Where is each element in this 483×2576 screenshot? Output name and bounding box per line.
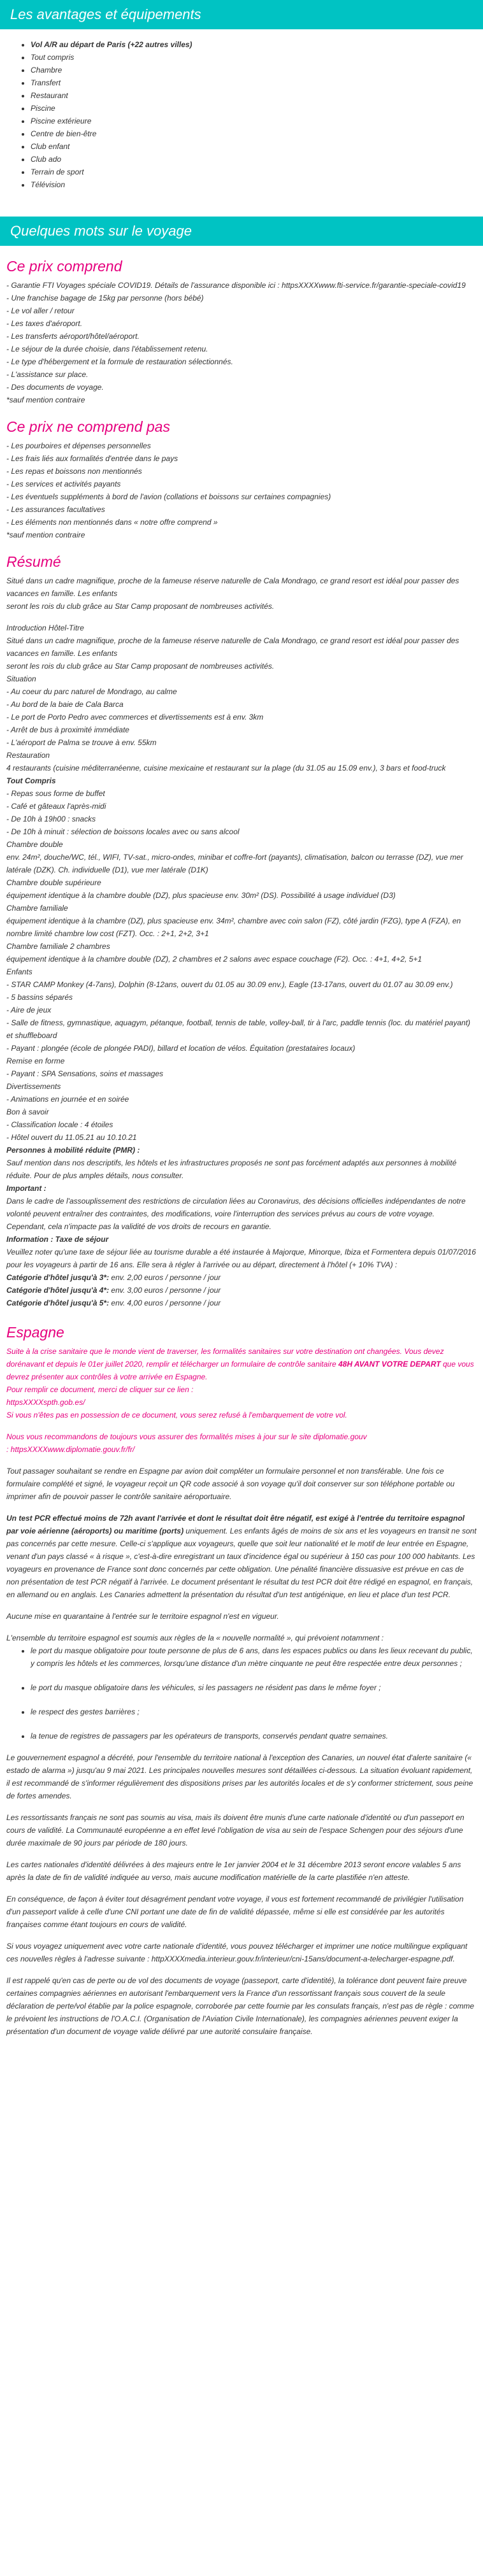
ne-comprend-line: - Les services et activités payants (6, 480, 121, 488)
avantages-section (0, 38, 483, 191)
espagne-paragraph-normalite: L'ensemble du territoire espagnol est soumis aux règles de la « nouvelle normalité », qui prévoient notamment : (6, 1633, 384, 1642)
espagne-paragraph-formulaire: Tout passager souhaitant se rendre en Espagne par avion doit compléter un formulaire personnel et non transférable. Une fois ce formulaire complété et signé, le voyageur reçoit un QR code associé à son voyage qu'il doit conserver sur son téléphone portable ou imprimer afin de pouvoir passer le contrôle sanitaire aéroportuaire. (6, 1467, 455, 1501)
voyage-heading: Quelques mots sur le voyage (0, 217, 483, 246)
voyage-section (0, 257, 483, 2038)
comprend-list (6, 279, 477, 406)
feature-item: • Piscine extérieure (31, 115, 477, 127)
alert-text: Suite à la crise sanitaire que le monde vient de traverser, les formalités sanitaires sur votre destination ont changées. Vous devez dorénavant et depuis le 01er juillet 2020, remplir et télécharger un formulaire de contrôle sanitaire (6, 1347, 444, 1369)
espagne-alert (6, 1345, 477, 1421)
ne-comprend-line: *sauf mention contraire (6, 530, 85, 539)
taxe-value: env. 3,00 euros / personne / jour (109, 1286, 221, 1295)
resume-detail-line: Sauf mention dans nos descriptifs, les hôtels et les infrastructures proposés ne sont pas forcément adaptés aux personnes à mobilité réduite. Pour de plus amples détails, nous consulter. (6, 1158, 457, 1180)
ne-comprend-line: - Les repas et boissons non mentionnés (6, 467, 142, 476)
resume-detail-line: - Le port de Porto Pedro avec commerces et divertissements est à env. 3km (6, 713, 264, 722)
resume-detail-line: Chambre familiale (6, 904, 68, 913)
espagne-paragraph-notice: Si vous voyagez uniquement avec votre carte nationale d'identité, vous pouvez télécharger et imprimer une notice multilingue expliquant ces nouvelles règles à l'adresse suivante : httpXXXXmedia.interieur.gouv.fr/interieur/cni-15ans/document-a-telecharger-espagne.pdf. (6, 1942, 468, 1963)
avantages-heading: Les avantages et équipements (0, 0, 483, 29)
espagne-title: Espagne (6, 1324, 64, 1341)
taxe-label: Catégorie d'hôtel jusqu'à 3*: (6, 1273, 110, 1282)
feature-item: • Transfert (31, 76, 477, 89)
resume-detail-line: Situation (6, 674, 36, 683)
comprend-title: Ce prix comprend (6, 258, 122, 274)
resume-detail-line: Chambre double supérieure (6, 878, 101, 887)
resume-detail-line: - STAR CAMP Monkey (4-7ans), Dolphin (8-12ans, ouvert du 01.05 au 30.09 env.), Eagle (13-17ans, ouvert du 01.07 au 30.09 env.) (6, 980, 453, 989)
espagne-paragraph-cni: Les cartes nationales d'identité délivrées à des majeurs entre le 1er janvier 2004 et le 31 décembre 2013 seront encore valables 5 ans après la date de fin de validité indiquée au verso, mais aucune modification matérielle de la carte plastifiée n'en atteste. (6, 1860, 461, 1882)
resume-detail-line: équipement identique à la chambre double (DZ), 2 chambres et 2 salons avec espace couchage (F2). Occ. : 4+1, 4+2, 5+1 (6, 955, 422, 964)
comprend-line: - Les taxes d'aéroport. (6, 319, 83, 328)
resume-intro-line: seront les rois du club grâce au Star Camp proposant de nombreuses activités. (6, 602, 275, 611)
espagne-paragraph-visa: Les ressortissants français ne sont pas soumis au visa, mais ils doivent être munis d'une carte nationale d'identité ou d'un passeport en cours de validité. La Communauté européenne a en effet levé l'obligation de visa au sein de l'espace Schengen pour des séjours d'une durée maximale de 90 jours par période de 180 jours. (6, 1813, 465, 1847)
espagne-alert-line (6, 1409, 477, 1421)
resume-detail-line: - Hôtel ouvert du 11.05.21 au 10.10.21 (6, 1133, 137, 1142)
resume-detail-line: Veuillez noter qu'une taxe de séjour liée au tourisme durable a été instaurée à Majorque, Minorque, Ibiza et Formentera depuis 01/07/2016 pour les voyageurs à partir de 16 ans. Elle sera à régler à l'arrivée ou au départ, directement à l'hôtel (+ 10% TVA) : (6, 1248, 476, 1269)
resume-detail-line: Enfants (6, 967, 32, 976)
resume-detail-line: équipement identique à la chambre double (DZ), plus spacieuse env. 30m² (DS). Possibilité à usage individuel (D3) (6, 891, 396, 900)
resume-detail-line: - Arrêt de bus à proximité immédiate (6, 725, 129, 734)
alert-text-after: que vous devrez présenter aux contrôles à votre arrivée en Espagne. (6, 1360, 474, 1381)
resume-detail-line: seront les rois du club grâce au Star Camp proposant de nombreuses activités. (6, 662, 275, 671)
resume-detail-line: Bon à savoir (6, 1107, 49, 1116)
resume-detail-line: - Classification locale : 4 étoiles (6, 1120, 113, 1129)
feature-item: • Club ado (31, 153, 477, 166)
alert-bold: 48H AVANT VOTRE DEPART (338, 1360, 441, 1369)
resume-title: Résumé (6, 553, 61, 570)
ne-comprend-line: - Les frais liés aux formalités d'entrée dans le pays (6, 454, 178, 463)
resume-detail-line: - De 10h à 19h00 : snacks (6, 815, 96, 823)
resume-detail-line: - Repas sous forme de buffet (6, 789, 105, 798)
espagne-advice-line: Nous vous recommandons de toujours vous assurer des formalités mises à jour sur le site diplomatie.gouv (6, 1432, 367, 1441)
comprend-line: - Une franchise bagage de 15kg par personne (hors bébé) (6, 294, 204, 302)
espagne-alert-line (6, 1383, 477, 1396)
espagne-advice-line: : httpsXXXXwww.diplomatie.gouv.fr/fr/ (6, 1445, 135, 1454)
resume-detail-line: - Aire de jeux (6, 1006, 52, 1014)
resume-detail-line: - Salle de fitness, gymnastique, aquagym, pétanque, football, tennis de table, volley-ball, tir à l'arc, paddle tennis (loc. du matériel payant) et shuffleboard (6, 1018, 471, 1040)
espagne-advice (6, 1430, 477, 1456)
resume-detail-line: Information : Taxe de séjour (6, 1235, 109, 1244)
resume-detail-line: Dans le cadre de l'assouplissement des restrictions de circulation liées au Coronavirus, des décisions officielles indépendantes de notre volonté peuvent entraîner des contraintes, des modifications, voire l'interruption des services prévus au cours de votre voyage. (6, 1197, 466, 1218)
resume-detail-line: Chambre familiale 2 chambres (6, 942, 110, 951)
espagne-bullet: • le port du masque obligatoire dans les véhicules, si les passagers ne résident pas dans le même foyer ; (31, 1681, 477, 1694)
comprend-line: - Des documents de voyage. (6, 383, 104, 392)
resume-detail-line: Cependant, cela n'impacte pas la validité de vos droits de recours en garantie. (6, 1222, 271, 1231)
ne-comprend-line: - Les éléments non mentionnés dans « notre offre comprend » (6, 518, 218, 527)
taxe-row (6, 1271, 477, 1284)
feature-item: • Terrain de sport (31, 166, 477, 178)
pcr-rest: uniquement. Les enfants âgés de moins de six ans et les voyageurs en transit ne sont pas concernés par cette mesure. Celle-ci s'applique aux voyageurs, quelle que soit leur nationalité et le motif de leur entrée en Espagne, venant d'un pays classé « à risque », c'est-à-dire enregistrant un taux d'incidence égal ou supérieur à 150 cas pour 100 000 habitants. Les voyageurs en provenance de France sont donc concernés par cette obligation. Une pénalité financière dissuasive est prévue en cas de non présentation de test PCR négatif à l'arrivée. Le document présentant le résultat du test PCR doit être rédigé en espagnol, en français, en allemand ou en anglais. Les Canaries admettent la présentation du résultat d'un test antigénique, en lieu et place d'un test PCR. (6, 1526, 477, 1599)
resume-detail-line: Divertissements (6, 1082, 61, 1091)
resume-detail-line: - L'aéroport de Palma se trouve à env. 55km (6, 738, 157, 747)
resume-detail-line: - Au bord de la baie de Cala Barca (6, 700, 124, 709)
features-list (6, 38, 477, 191)
resume-detail-line: 4 restaurants (cuisine méditerranéenne, cuisine mexicaine et restaurant sur la plage (du 31.05 au 15.09 env.), 3 bars et food-truck (6, 764, 446, 772)
resume-detail-line: équipement identique à la chambre (DZ), plus spacieuse env. 34m², chambre avec coin salon (FZ), côté jardin (FZG), type A (FZA), en nombre limité chambre low cost (FZT). Occ. : 2+1, 2+2, 3+1 (6, 916, 461, 938)
resume-detail-line: Situé dans un cadre magnifique, proche de la fameuse réserve naturelle de Cala Mondrago, ce grand resort est idéal pour passer des vacances en famille. Les enfants (6, 636, 459, 658)
resume-detail-line: Remise en forme (6, 1057, 65, 1065)
resume-detail-line: - Payant : SPA Sensations, soins et massages (6, 1069, 164, 1078)
taxe-row (6, 1284, 477, 1297)
resume-detail-line: - De 10h à minuit : sélection de boissons locales avec ou sans alcool (6, 827, 240, 836)
comprend-line: - Le vol aller / retour (6, 306, 75, 315)
espagne-bullet: • le port du masque obligatoire pour toute personne de plus de 6 ans, dans les espaces publics ou dans les lieux recevant du public, y compris les hôtels et les commerces, lorsqu'une distance d'un mètre cinquante ne peut être respectée entre deux personnes ; (31, 1644, 477, 1670)
espagne-paragraph-passeport: En conséquence, de façon à éviter tout désagrément pendant votre voyage, il vous est fortement recommandé de privilégier l'utilisation d'un passeport valide à celle d'une CNI portant une date de fin de validité dépassée, même si elle est considérée par les autorités françaises comme étant toujours en cours de validité. (6, 1895, 464, 1929)
feature-item: • Centre de bien-être (31, 127, 477, 140)
espagne-paragraph-pcr (6, 1512, 477, 1601)
feature-item: • Vol A/R au départ de Paris (+22 autres villes) (31, 38, 477, 51)
resume-detail-line: Tout Compris (6, 776, 56, 785)
feature-item: • Télévision (31, 178, 477, 191)
comprend-line: *sauf mention contraire (6, 395, 85, 404)
ne-comprend-line: - Les éventuels suppléments à bord de l'avion (collations et boissons sur certaines compagnies) (6, 492, 331, 501)
taxe-row (6, 1297, 477, 1309)
alert-text: Si vous n'êtes pas en possession de ce document, vous serez refusé à l'embarquement de votre vol. (6, 1411, 347, 1420)
espagne-paragraph-quarantaine: Aucune mise en quarantaine à l'entrée sur le territoire espagnol n'est en vigueur. (6, 1612, 279, 1621)
resume-detail-line: Introduction Hôtel-Titre (6, 623, 84, 632)
resume-detail-line: env. 24m², douche/WC, tél., WIFI, TV-sat., micro-ondes, minibar et coffre-fort (payants), climatisation, balcon ou terrasse (DZ), vue mer latérale (DZK). Ch. individuelle (D1), vue mer latérale (D1K) (6, 853, 463, 874)
alert-text: Pour remplir ce document, merci de cliquer sur ce lien : (6, 1385, 194, 1394)
resume-detail-line: - Au coeur du parc naturel de Mondrago, au calme (6, 687, 177, 696)
ne-comprend-title: Ce prix ne comprend pas (6, 418, 170, 435)
resume-detail-line: Important : (6, 1184, 47, 1193)
alert-text: httpsXXXXspth.gob.es/ (6, 1398, 85, 1407)
comprend-line: - Le type d'hébergement et la formule de restauration sélectionnés. (6, 357, 233, 366)
feature-item: • Tout compris (31, 51, 477, 64)
feature-item: • Piscine (31, 102, 477, 115)
resume-detail-line: Restauration (6, 751, 50, 760)
comprend-line: - Garantie FTI Voyages spéciale COVID19. Détails de l'assurance disponible ici : httpsXXXXwww.fti-service.fr/garantie-speciale-covid19 (6, 281, 466, 290)
espagne-bullets (6, 1644, 477, 1742)
feature-item: • Club enfant (31, 140, 477, 153)
resume-detail-line: - Payant : plongée (école de plongée PADI), billard et location de vélos. Équitation (prestataires locaux) (6, 1044, 356, 1053)
taxe-value: env. 4,00 euros / personne / jour (109, 1299, 221, 1307)
taxe-sejour-list (6, 1271, 477, 1309)
espagne-bullet: • le respect des gestes barrières ; (31, 1705, 477, 1718)
resume-detail-line: Personnes à mobilité réduite (PMR) : (6, 1146, 140, 1155)
taxe-label: Catégorie d'hôtel jusqu'à 5*: (6, 1299, 110, 1307)
resume-detail-line: Chambre double (6, 840, 63, 849)
taxe-value: env. 2,00 euros / personne / jour (109, 1273, 221, 1282)
comprend-line: - Les transferts aéroport/hôtel/aéroport. (6, 332, 140, 341)
comprend-line: - Le séjour de la durée choisie, dans l'établissement retenu. (6, 345, 208, 353)
resume-detail-line: - 5 bassins séparés (6, 993, 73, 1002)
resume-detail-line: - Café et gâteaux l'après-midi (6, 802, 106, 811)
resume-details (6, 622, 477, 1271)
feature-item: • Chambre (31, 64, 477, 76)
pcr-bold: Un test PCR effectué moins de 72h avant l'arrivée et dont le résultat doit être négatif, est exigé à l'entrée du territoire espagnol par voie aérienne (aéroports) ou maritime (ports) (6, 1514, 465, 1535)
espagne-paragraph-perte: Il est rappelé qu'en cas de perte ou de vol des documents de voyage (passeport, carte d'identité), la tolérance dont peuvent faire preuve certaines compagnies aériennes en autorisant l'embarquement vers la France d'un ressortissant français sous couvert de la seule déclaration de perte/vol établie par la police espagnole, corroborée par cette fournie par les consulats français, n'est pas de règle : comme le prévoient les instructions de l'O.A.C.I. (Organisation de l'Aviation Civile Internationale), les compagnies aériennes peuvent exiger la présentation d'un document de voyage valide délivré par une autorité consulaire française. (6, 1976, 475, 2036)
taxe-label: Catégorie d'hôtel jusqu'à 4*: (6, 1286, 110, 1295)
espagne-alert-line (6, 1345, 477, 1383)
ne-comprend-line: - Les pourboires et dépenses personnelles (6, 441, 151, 450)
resume-intro-line: Situé dans un cadre magnifique, proche de la fameuse réserve naturelle de Cala Mondrago, ce grand resort est idéal pour passer des vacances en famille. Les enfants (6, 576, 459, 598)
comprend-line: - L'assistance sur place. (6, 370, 89, 379)
feature-item: • Restaurant (31, 89, 477, 102)
espagne-bullet: • la tenue de registres de passagers par les opérateurs de transports, conservés pendant quatre semaines. (31, 1730, 477, 1742)
resume-intro (6, 574, 477, 613)
espagne-alert-line (6, 1396, 477, 1409)
ne-comprend-list (6, 439, 477, 541)
ne-comprend-line: - Les assurances facultatives (6, 505, 105, 514)
espagne-paragraph-alerte: Le gouvernement espagnol a décrété, pour l'ensemble du territoire national à l'exception des Canaries, un nouvel état d'alerte sanitaire (« estado de alarma ») jusqu'au 9 mai 2021. Les principales nouvelles mesures sont détaillées ci-dessous. La situation évoluant rapidement, il est recommandé de s'informer régulièrement des dispositions prises par les autorités locales et de s'y conformer strictement, sous peine de fortes amendes. (6, 1753, 473, 1800)
resume-detail-line: - Animations en journée et en soirée (6, 1095, 129, 1104)
